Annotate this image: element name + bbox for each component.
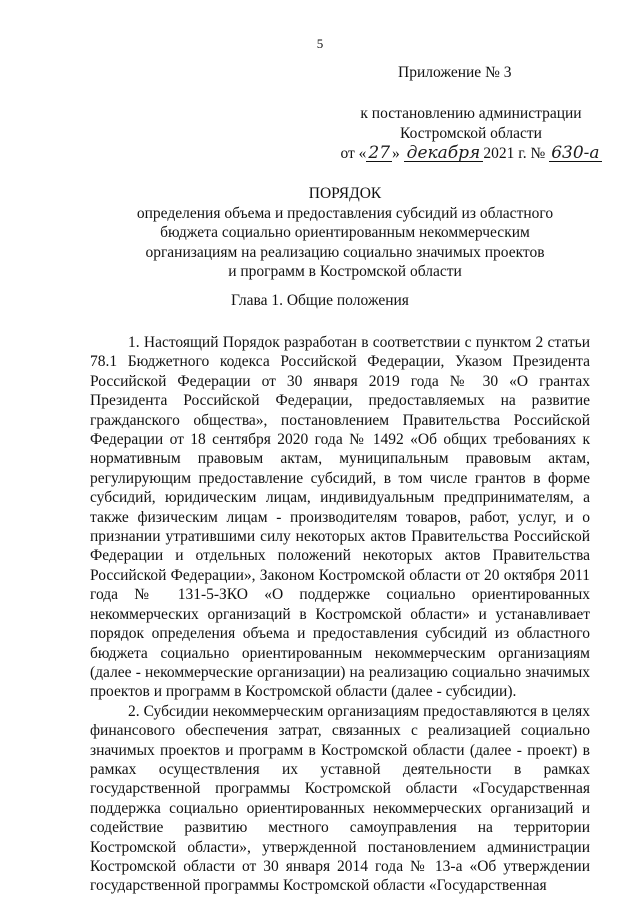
handwritten-day: 27 bbox=[368, 143, 391, 163]
chapter-heading: Глава 1. Общие положения bbox=[231, 292, 409, 309]
title-line: и программ в Костромской области bbox=[228, 263, 462, 280]
title-line: определения объема и предоставления субсидий из областного bbox=[136, 204, 554, 222]
date-prefix: от « bbox=[340, 145, 367, 162]
date-year: 2021 г. № bbox=[483, 145, 546, 162]
title-heading: ПОРЯДОК bbox=[308, 185, 382, 202]
page-number: 5 bbox=[316, 36, 324, 51]
resolution-date-line bbox=[330, 144, 612, 164]
handwritten-month: декабря bbox=[404, 145, 484, 162]
resolution-reference bbox=[330, 104, 612, 164]
appendix-label: Приложение № 3 bbox=[398, 64, 512, 81]
handwritten-resolution-number: 630-а bbox=[551, 143, 600, 163]
title-line: бюджета социально ориентированным некоммерческим bbox=[160, 224, 530, 241]
resolution-line-2: Костромской области bbox=[400, 125, 542, 142]
title-line: организациям на реализацию социально значимых проектов bbox=[145, 243, 545, 261]
paragraph-2: 2. Субсидии некоммерческим организациям предоставляются в целях финансового обеспечения затрат, связанных с реализацией социально значимых проектов и программ в Костромской области (далее - проект) в рамках осуществления их уставной деятельности в рамках государственной программы Костромской области «Государственная поддержка социально ориентированных некоммерческих организаций и содействие развитию местного самоуправления на территории Костромской области», утвержденной постановлением администрации Костромской области от 30 января 2014 года № 13-а «Об утверждении государственной программы Костромской области «Государственная bbox=[90, 702, 590, 895]
resolution-line-1: к постановлению администрации bbox=[360, 105, 582, 122]
document-title bbox=[60, 184, 630, 282]
date-mid: » bbox=[392, 145, 400, 162]
paragraph-1: 1. Настоящий Порядок разработан в соответствии с пунктом 2 статьи 78.1 Бюджетного кодекса Российской Федерации, Указом Президента Российской Федерации от 30 января 2019 года № 30 «О грантах Президента Российской Федерации, предоставляемых на развитие гражданского общества», постановлением Правительства Российской Федерации от 18 сентября 2020 года № 1492 «Об общих требованиях к нормативным правовым актам, муниципальным правовым актам, регулирующим предоставление субсидий, в том числе грантов в форме субсидий, юридическим лицам, индивидуальным предпринимателям, а также физическим лицам - производителям товаров, работ, услуг, и о признании утратившими силу некоторых актов Правительства Российской Федерации и отдельных положений некоторых актов Правительства Российской Федерации», Законом Костромской области от 20 октября 2011 года № 131-5-ЗКО «О поддержке социально ориентированных некоммерческих организаций в Костромской области» и устанавливает порядок определения объема и предоставления субсидий из областного бюджета социально ориентированным некоммерческим организациям (далее - некоммерческие организации) на реализацию социально значимых проектов и программ в Костромской области (далее - субсидии). bbox=[90, 334, 590, 701]
document-body bbox=[90, 333, 590, 896]
